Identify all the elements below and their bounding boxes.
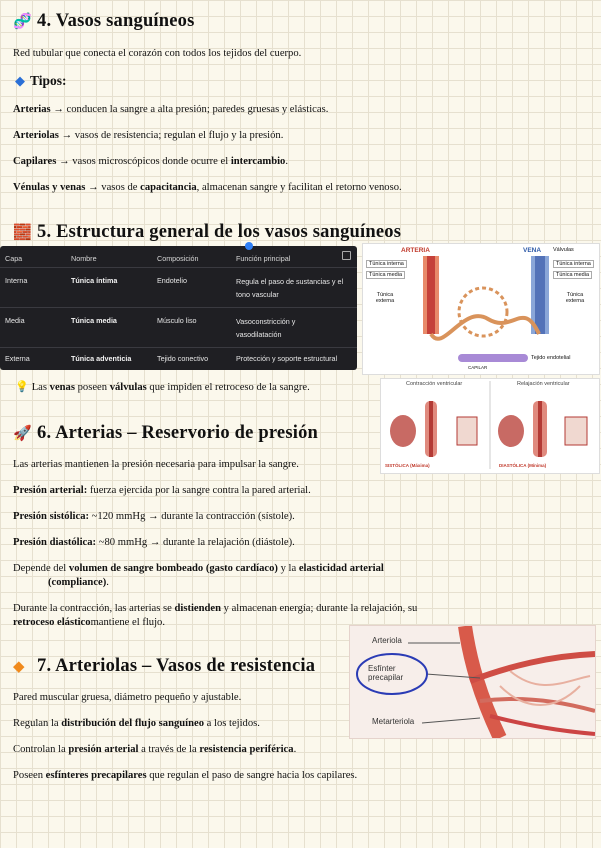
s7-p2: Regulan la distribución del flujo sanguíneo a los tejidos. (13, 718, 260, 729)
section-4-intro: Red tubular que conecta el corazón con todos los tejidos del cuerpo. (13, 48, 302, 59)
table-cell: Protección y soporte estructural (236, 354, 338, 363)
table-header-capa: Capa (5, 254, 23, 263)
lightbulb-icon: 💡 (15, 380, 29, 393)
label-metarteriola: Metarteriola (372, 717, 415, 726)
label-diastolica: DIASTÓLICA (Mínima) (499, 463, 547, 468)
s6-p5: Depende del volumen de sangre bombeado (gasto cardíaco) y la elasticidad arterial (compliance). (13, 563, 384, 588)
blue-diamond-icon: ◆ (15, 74, 25, 89)
label-arteria: ARTERIA (401, 247, 430, 254)
rocket-icon: 🚀 (13, 424, 32, 442)
table-row (0, 347, 357, 371)
list-item-capilares: Capilares → vasos microscópicos donde ocurre el intercambio. (13, 156, 289, 167)
table-cell: Vasoconstricción y vasodilatación (236, 317, 296, 339)
s7-p4: Poseen esfínteres precapilares que regulan el paso de sangre hacia los capilares. (13, 770, 358, 781)
label-tunica-externa-left: Túnica externa (375, 292, 395, 304)
table-cell: Túnica íntima (71, 276, 118, 285)
s6-p1: Las arterias mantienen la presión necesaria para impulsar la sangre. (13, 459, 299, 470)
s7-p3: Controlan la presión arterial a través de la resistencia periférica. (13, 744, 297, 755)
table-row (0, 307, 357, 348)
table-cell: Túnica adventicia (71, 354, 132, 363)
section-5-title: 🧱 5. Estructura general de los vasos sanguíneos (13, 222, 402, 242)
copy-icon[interactable] (342, 251, 351, 260)
s7-p1: Pared muscular gruesa, diámetro pequeño y ajustable. (13, 692, 242, 703)
orange-diamond-icon: ◆ (13, 657, 25, 675)
table-cell: Interna (5, 276, 28, 285)
table-cell: Externa (5, 354, 30, 363)
label-vena: VENA (523, 247, 542, 254)
label-arteriola: Arteriola (372, 636, 402, 645)
label-capilar: CAPILAR (468, 365, 488, 370)
layers-table (0, 246, 357, 370)
brick-icon: 🧱 (13, 223, 32, 241)
label-tunica-media-left: Túnica media (366, 271, 405, 279)
table-header-nombre: Nombre (71, 254, 97, 263)
ventricular-diagram (381, 379, 599, 473)
s6-p6: Durante la contracción, las arterias se distienden y almacenan energía; durante la relajación, su retroceso elásticomantiene el flujo. (13, 603, 418, 628)
s6-p3: Presión sistólica: ~120 mmHg → durante la contracción (sístole). (13, 511, 295, 522)
section-4-title: 🧬 4. Vasos sanguíneos (13, 11, 195, 31)
table-cell: Endotelio (157, 276, 187, 285)
s6-p2: Presión arterial: fuerza ejercida por la sangre contra la pared arterial. (13, 485, 311, 496)
table-row (0, 267, 357, 308)
list-item-arterias: Arterias → conducen la sangre a alta presión; paredes gruesas y elásticas. (13, 104, 329, 115)
label-tunica-interna-right: Túnica interna (553, 260, 594, 268)
list-item-arteriolas: Arteriolas → vasos de resistencia; regulan el flujo y la presión. (13, 130, 284, 141)
label-contraccion: Contracción ventricular (406, 381, 463, 387)
label-tunica-interna-left: Túnica interna (366, 260, 407, 268)
dna-icon: 🧬 (13, 12, 32, 30)
table-cell: Túnica media (71, 316, 117, 325)
label-relajacion: Relajación ventricular (517, 381, 570, 387)
list-item-venas: Vénulas y venas → vasos de capacitancia, almacenan sangre y facilitan el retorno venoso. (13, 182, 402, 193)
s6-p4: Presión diastólica: ~80 mmHg → durante la relajación (diástole). (13, 537, 295, 548)
tipos-heading: ◆ Tipos: (15, 73, 67, 89)
section-6-title: 🚀 6. Arterias – Reservorio de presión (13, 423, 319, 443)
table-header-funcion: Función principal (236, 254, 291, 263)
table-cell: Tejido conectivo (157, 354, 209, 363)
table-header-composicion: Composición (157, 254, 199, 263)
label-sistolica: SISTÓLICA (Máxima) (385, 463, 430, 468)
label-esfinter: Esfínter precapilar (368, 664, 404, 682)
label-valvulas: Válvulas (553, 247, 574, 253)
venas-note: 💡 Las venas poseen válvulas que impiden el retroceso de la sangre. (15, 380, 310, 393)
table-handle[interactable] (245, 242, 253, 250)
section-7-title: ◆ 7. Arteriolas – Vasos de resistencia (13, 656, 316, 676)
artery-vein-figure (362, 243, 600, 375)
table-cell: Media (5, 316, 25, 325)
label-tunica-media-right: Túnica media (553, 271, 592, 279)
table-cell: Regula el paso de sustancias y el tono vascular (236, 277, 344, 299)
label-tunica-externa-right: Túnica externa (565, 292, 585, 304)
label-tejido-endotelial: Tejido endotelial (531, 355, 571, 361)
ventricular-figure (380, 378, 600, 474)
table-cell: Músculo liso (157, 316, 197, 325)
arteriola-figure (349, 625, 596, 739)
